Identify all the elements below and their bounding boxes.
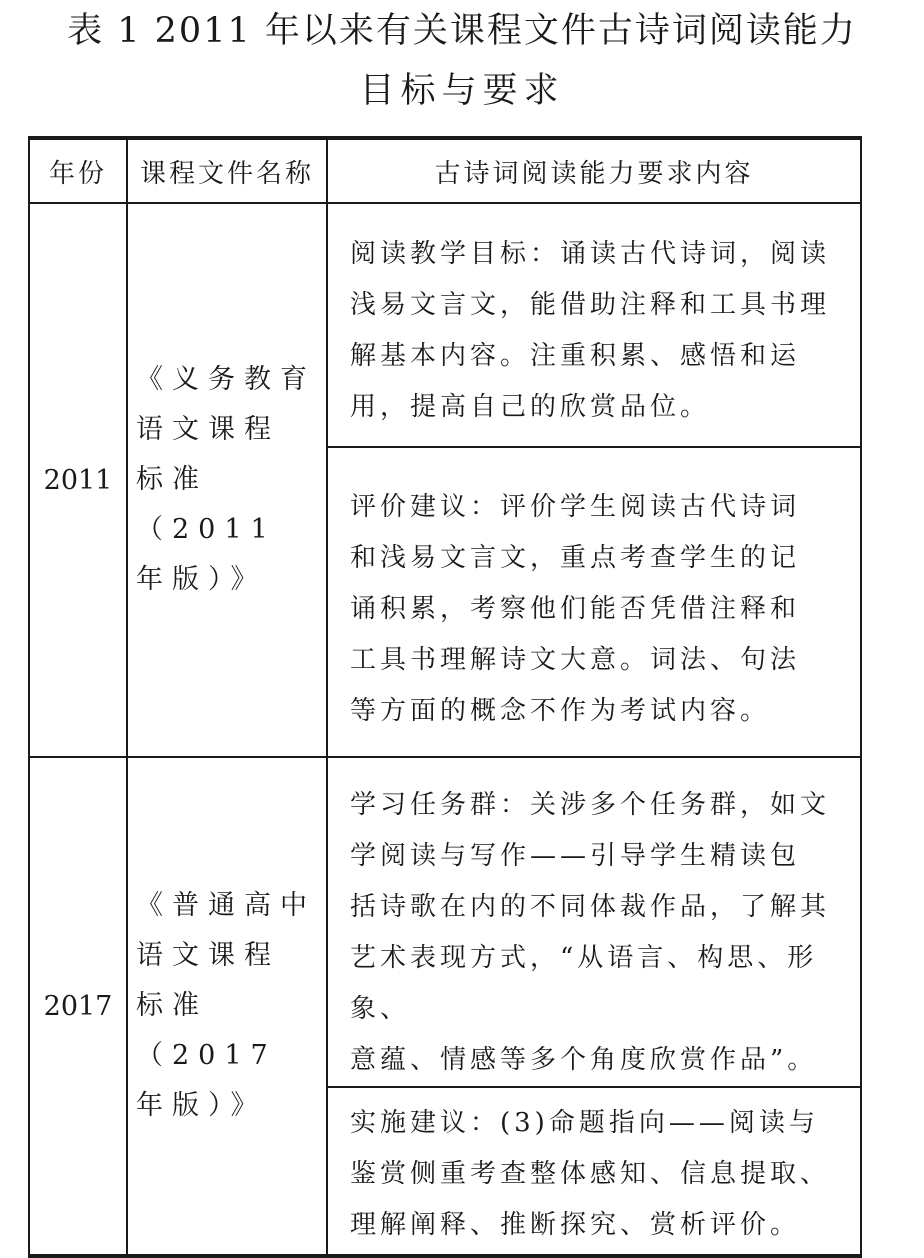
requirement-line: 和浅易文言文，重点考查学生的记	[350, 542, 801, 573]
requirement-line: 学阅读与写作——引导学生精读包	[350, 841, 801, 871]
requirement-line: 浅易文言文，能借助注释和工具书理	[350, 290, 831, 320]
requirement-line: 实施建议：(3)命题指向——阅读与	[350, 1107, 819, 1138]
header-row	[29, 138, 861, 203]
year-cell: 2011	[29, 203, 127, 757]
requirement-line: 括诗歌在内的不同体裁作品，了解其	[350, 892, 831, 922]
requirement-cell	[327, 1087, 861, 1256]
table-row	[29, 203, 861, 447]
curriculum-table	[28, 136, 862, 1258]
requirement-line: 用，提高自己的欣赏品位。	[350, 392, 711, 422]
requirement-line: 鉴赏侧重考查整体感知、信息提取、	[350, 1158, 831, 1189]
requirement-line: 诵积累，考察他们能否凭借注释和	[350, 593, 801, 624]
document-line: 年版）》	[136, 564, 267, 595]
requirement-line: 艺术表现方式，“从语言、构思、形象、	[350, 943, 818, 1024]
document-line: 标准（2017	[136, 990, 277, 1071]
document-line: 年版）》	[136, 1090, 267, 1121]
document-line: 《义务教育	[136, 364, 316, 395]
document-line: 语文课程	[136, 414, 280, 445]
header-document: 课程文件名称	[127, 138, 327, 203]
header-requirements: 古诗词阅读能力要求内容	[327, 138, 861, 203]
year-cell: 2017	[29, 757, 127, 1256]
requirement-line: 工具书理解诗文大意。词法、句法	[350, 644, 801, 675]
table-caption: 表 1 2011 年以来有关课程文件古诗词阅读能力	[67, 11, 857, 51]
document-name-cell	[127, 757, 327, 1256]
requirement-line: 解基本内容。注重积累、感悟和运	[350, 341, 801, 371]
requirement-cell	[327, 203, 861, 447]
requirement-line: 意蕴、情感等多个角度欣赏作品”。	[350, 1045, 818, 1075]
requirement-line: 等方面的概念不作为考试内容。	[350, 695, 771, 726]
requirement-line: 学习任务群：关涉多个任务群，如文	[350, 790, 831, 820]
requirement-line: 理解阐释、推断探究、赏析评价。	[350, 1209, 801, 1240]
requirement-line: 评价建议：评价学生阅读古代诗词	[350, 491, 801, 522]
requirement-line: 阅读教学目标：诵读古代诗词，阅读	[350, 239, 831, 269]
document-line: 《普通高中	[136, 890, 316, 921]
document-line: 标准（2011	[136, 464, 277, 545]
header-year: 年份	[29, 138, 127, 203]
table-caption-line-2: 目标与要求	[359, 71, 565, 111]
table-row	[29, 757, 861, 1087]
requirement-cell	[327, 447, 861, 757]
document-line: 语文课程	[136, 940, 280, 971]
document-name-cell	[127, 203, 327, 757]
requirement-cell	[327, 757, 861, 1087]
